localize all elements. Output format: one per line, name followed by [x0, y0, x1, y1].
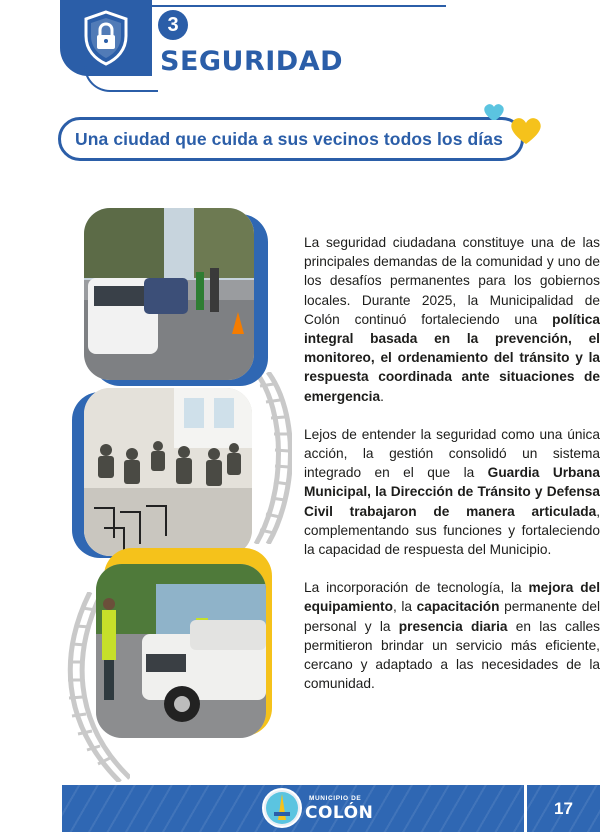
subtitle-pill — [58, 117, 524, 161]
paragraph-2 — [304, 425, 600, 559]
subtitle-text: Una ciudad que cuida a sus vecinos todos los días — [75, 128, 503, 149]
text-run: . — [380, 388, 384, 404]
section-title: SEGURIDAD — [160, 46, 344, 77]
text-run: Lejos de entender la seguridad como una única acción, la gestión consolidó un sistema integrado en el que la — [304, 426, 600, 481]
body-text — [304, 233, 600, 712]
shield-lock-icon — [74, 6, 138, 70]
text-run: , complementando sus funciones y fortaleciendo la capacidad de respuesta del Municipio. — [304, 503, 600, 558]
logo-subtitle: MUNICIPIO DE — [309, 795, 362, 802]
section-number: 3 — [158, 10, 188, 40]
hearts-icon — [478, 100, 548, 148]
text-run-bold: capacitación — [416, 599, 500, 615]
text-run: La seguridad ciudadana constituye una de las principales demandas de la comunidad y uno de los desafíos permanentes para los gobiernos locales. Durante 2025, la Municipalidad de Colón continuó fortaleciendo una — [304, 235, 600, 327]
municipality-logo-icon — [262, 788, 302, 828]
page-number: 17 — [554, 798, 573, 818]
logo-title: COLÓN — [305, 803, 374, 823]
text-run: permanente del personal y la — [304, 599, 600, 634]
paragraph-3 — [304, 578, 600, 693]
text-run-bold: Guardia Urbana Municipal, la Dirección de Tránsito y Defensa Civil trabajaron de manera articulada — [304, 465, 600, 519]
header-rule — [146, 5, 446, 7]
paragraph-1 — [304, 233, 600, 406]
photo-street-operation — [96, 564, 266, 738]
text-run-bold: mejora del equipamiento — [304, 580, 600, 615]
text-run: en las calles permitieron brindar un servicio más eficiente, cercano y adaptado a las necesidades de la comunidad. — [304, 618, 600, 692]
text-run: , la — [392, 599, 417, 615]
text-run-bold: política integral basada en la prevención, el monitoreo, el ordenamiento del tránsito y la respuesta coordinada ante situaciones de emergencia — [304, 311, 600, 404]
photo-traffic-control — [84, 208, 254, 380]
text-run: La incorporación de tecnología, la — [304, 580, 529, 596]
rail-decoration — [246, 372, 292, 544]
text-run-bold: presencia diaria — [398, 618, 508, 634]
photo-training-session — [84, 388, 252, 556]
